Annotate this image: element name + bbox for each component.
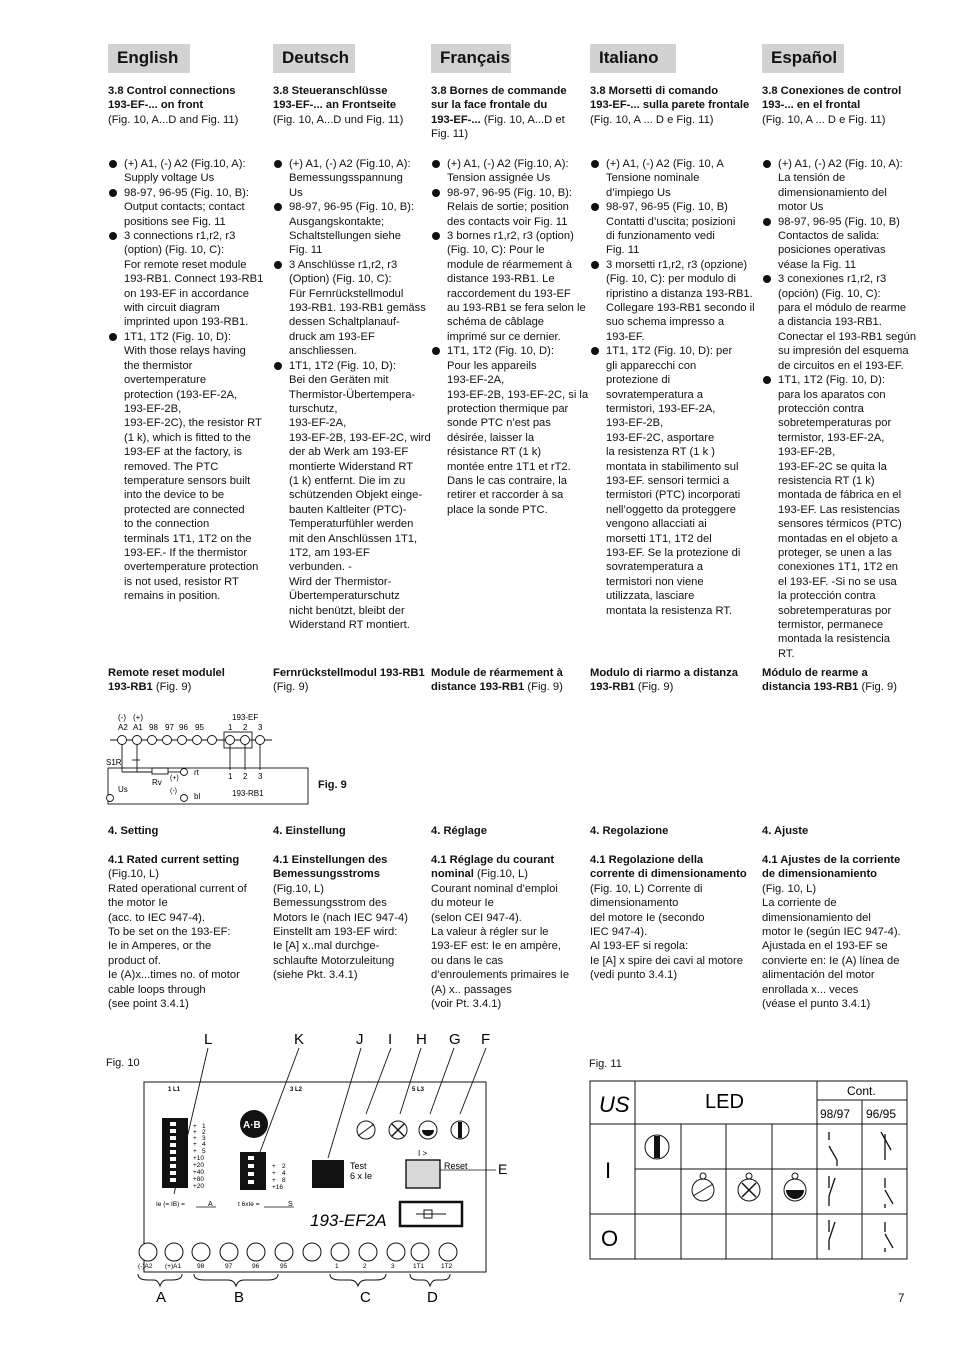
list-item: 1T1, 1T2 (Fig. 10, D): Pour les appareils 193-EF-2A, 193-EF-2B, 193-EF-2C, si la protection thermique par sonde PTC n’est pas désirée, laisser la résistance RT (1 k) montée entre 1T1 et rT2. Dans le cas contraire, la retirer et raccorder à sa place la sonde PTC. <box>431 344 596 517</box>
connection-list <box>273 157 433 632</box>
list-item: 98-97, 96-95 (Fig. 10, B): Output contacts; contact positions see Fig. 11 <box>108 186 268 229</box>
lang-header-deutsch: Deutsch <box>273 44 355 73</box>
svg-text:A·B: A·B <box>243 1120 261 1131</box>
fig10-device-diagram <box>104 1026 524 1306</box>
section-title: 3.8 Morsetti di comando 193-EF-... sulla parete frontale (Fig. 10, A ... D e Fig. 11) <box>590 85 750 126</box>
lang-header-francais: Français <box>431 44 511 73</box>
fig11-cont: Cont. <box>847 1084 876 1098</box>
fig11-label: Fig. 11 <box>589 1058 622 1070</box>
fig9-rb1: 193-RB1 <box>232 789 264 798</box>
rated-current-text: 4.1 Regolazione della corrente di dimensionamento (Fig. 10, L) Corrente di dimensionamento del motore Ie (secondo IEC 947-4). Al 193-EF si regola: Ie [A] x spire dei cavi al motore (vedi punto 3.4.1) <box>590 854 747 982</box>
fig10-letter: G <box>449 1031 461 1048</box>
svg-text:+40: +40 <box>193 1169 205 1176</box>
list-item: (+) A1, (-) A2 (Fig.10, A): Bemessungsspannung Us <box>273 157 433 200</box>
fig9-label: Fig. 9 <box>318 779 347 791</box>
svg-text:+80: +80 <box>193 1176 205 1183</box>
fig10-letter: F <box>481 1031 491 1048</box>
fig10-reset-label: Reset <box>444 1161 468 1171</box>
fig11-row-o: O <box>601 1226 619 1251</box>
svg-text:+: + <box>193 1148 197 1155</box>
fig11-col2: 96/95 <box>866 1107 897 1121</box>
svg-text:4: 4 <box>202 1141 206 1148</box>
remote-reset-title: Fernrückstellmodul 193-RB1 (Fig. 9) <box>273 667 425 694</box>
fig10-letter: K <box>294 1031 305 1048</box>
fig10-phase: 1 L1 <box>168 1087 181 1093</box>
setting-title: 4. Regolazione <box>590 825 669 837</box>
section-title: 3.8 Steueranschlüsse 193-EF-... an Frontseite (Fig. 10, A...D und Fig. 11) <box>273 85 404 126</box>
list-item: 98-97, 96-95 (Fig. 10, B): Ausgangskontakte; Schaltstellungen siehe Fig. 11 <box>273 200 433 258</box>
fig9-plus-label: (+) <box>133 713 143 722</box>
list-item: 98-97, 96-95 (Fig. 10, B) Contatti d’uscita; posizioni di funzionamento vedi Fig. 11 <box>590 200 758 258</box>
fig10-t-label: t 6xIe = <box>238 1201 260 1208</box>
fig9-s1r: S1R <box>106 758 122 767</box>
remote-reset-title: Remote reset modulel 193-RB1 (Fig. 9) <box>108 667 225 694</box>
svg-text:+: + <box>272 1163 276 1170</box>
setting-title: 4. Réglage <box>431 825 487 837</box>
svg-text:+20: +20 <box>193 1183 205 1190</box>
svg-text:97: 97 <box>225 1263 233 1270</box>
fig9-term: 3 <box>258 723 263 732</box>
rated-current-text: 4.1 Ajustes de la corriente de dimensionamiento (Fig. 10, L) La corriente de dimensionamiento del motor Ie (según IEC 947-4). Ajustada en el 193-EF se convierte en: Ie (A) línea de alimentación del motor enrollada x... veces (véase el punto 3.4.1) <box>762 854 901 1011</box>
remote-reset-title: Módulo de rearme a distancia 193-RB1 (Fig. 9) <box>762 667 897 694</box>
fig9-term: 96 <box>179 723 188 732</box>
fig9-rb-term: 1 <box>228 772 233 781</box>
fig9-us: Us <box>118 785 128 794</box>
svg-text:2: 2 <box>363 1263 367 1270</box>
fig10-letter: J <box>356 1031 364 1048</box>
connection-list <box>590 157 758 618</box>
remote-reset-title: Module de réarmement à distance 193-RB1 (Fig. 9) <box>431 667 563 694</box>
fig10-letter: H <box>416 1031 427 1048</box>
svg-text:A: A <box>208 1201 213 1208</box>
fig10-letter: I <box>388 1031 393 1048</box>
connection-list <box>431 157 596 517</box>
page-number: 7 <box>898 1293 905 1305</box>
fig9-plus: (+) <box>170 775 179 782</box>
rated-current-text: 4.1 Rated current setting (Fig.10, L) Rated operational current of the motor Ie (acc. to IEC 947-4). To be set on the 193-EF: Ie in Amperes, or the product of. Ie (A)x...times no. of motor cable loops through (see point 3.4.1) <box>108 854 247 1011</box>
svg-text:+: + <box>193 1141 197 1148</box>
svg-text:+: + <box>193 1135 197 1142</box>
fig10-letter: L <box>204 1031 213 1048</box>
svg-text:8: 8 <box>282 1177 286 1184</box>
section-title: 3.8 Control connections 193-EF-... on front (Fig. 10, A...D and Fig. 11) <box>108 85 239 126</box>
fig10-test-label: Test <box>350 1161 367 1171</box>
list-item: 3 Anschlüsse r1,r2, r3 (Option) (Fig. 10, C): Für Fernrückstellmodul 193-RB1. 193-RB1 gemäss dessen Schaltplanauf- druck am 193-EF anschliessen. <box>273 258 433 359</box>
fig10-letter: D <box>427 1289 438 1306</box>
fig10-reset-symbol: I > <box>418 1149 428 1158</box>
setting-title: 4. Setting <box>108 825 159 837</box>
fig9-wiring-diagram <box>104 708 364 808</box>
fig11-led: LED <box>705 1091 744 1113</box>
list-item: 1T1, 1T2 (Fig. 10, D): With those relays having the thermistor overtemperature protection (193-EF-2A, 193-EF-2B, 193-EF-2C), the resistor RT (1 k), which is fitted to the 193-EF at the factory, is removed. The PTC temperature sensors built into the device to be protected are connected to the connection terminals 1T1, 1T2 on the 193-EF.- If the thermistor overtemperature protection is not used, resistor RT remains in position. <box>108 330 268 604</box>
fig9-ef-label: 193-EF <box>232 713 259 722</box>
fig10-test2-label: 6 x Ie <box>350 1171 373 1181</box>
fig11-led-table <box>589 1080 909 1262</box>
svg-text:96: 96 <box>252 1263 260 1270</box>
list-item: 3 conexiones r1,r2, r3 (opción) (Fig. 10, C): para el módulo de rearme a distancia 193-RB1. Conectar el 193-RB1 según su impresión del esquema de circuitos en el 193-EF. <box>762 272 927 373</box>
svg-text:+16: +16 <box>272 1184 284 1191</box>
test-button <box>312 1160 344 1188</box>
fig9-rb-term: 2 <box>243 772 248 781</box>
svg-text:+: + <box>193 1123 197 1130</box>
svg-text:3: 3 <box>202 1135 206 1142</box>
list-item: 1T1, 1T2 (Fig. 10, D): Bei den Geräten mit Thermistor-Übertempera- turschutz, 193-EF-2A, 193-EF-2B, 193-EF-2C, wird der ab Werk am 193-EF montierte Widerstand RT (1 k) entfernt. Die im zu schützenden Objekt einge- bauten Kaltleiter (PTC)- Temperaturfühler werden mit den Anschlüssen 1T1, 1T2, am 193-EF verbunden. - Wird der Thermistor- Übertemperaturschutz nicht benützt, bleibt der Widerstand RT montiert. <box>273 359 433 633</box>
list-item: 98-97, 96-95 (Fig. 10, B): Relais de sortie; position des contacts voir Fig. 11 <box>431 186 596 229</box>
fig9-rt: rt <box>194 768 199 777</box>
section-title: 3.8 Bornes de commande sur la face frontale du 193-EF-... (Fig. 10, A...D et Fig. 11) <box>431 85 567 141</box>
fig10-letter: C <box>360 1289 371 1306</box>
fig9-term: A2 <box>118 723 128 732</box>
svg-text:1T1: 1T1 <box>413 1263 425 1270</box>
fig11-col1: 98/97 <box>820 1107 851 1121</box>
svg-text:95: 95 <box>280 1263 288 1270</box>
svg-text:+: + <box>193 1129 197 1136</box>
fig11-row-i: I <box>605 1158 612 1183</box>
fig9-term: A1 <box>133 723 143 732</box>
fig10-phase: 3 L2 <box>290 1087 303 1093</box>
svg-text:+: + <box>272 1177 276 1184</box>
setting-title: 4. Einstellung <box>273 825 346 837</box>
setting-title: 4. Ajuste <box>762 825 809 837</box>
fig10-phase: 5 L3 <box>412 1087 425 1093</box>
list-item: (+) A1, (-) A2 (Fig.10, A): Tension assignée Us <box>431 157 596 186</box>
fig10-label: Fig. 10 <box>106 1057 140 1069</box>
lang-header-english: English <box>108 44 190 73</box>
svg-text:5: 5 <box>202 1148 206 1155</box>
list-item: 3 morsetti r1,r2, r3 (opzione) (Fig. 10, C): per modulo di ripristino a distanza 193-RB1. Collegare 193-RB1 secondo il suo schema impresso a 193-EF. <box>590 258 758 344</box>
fig9-term: 1 <box>228 723 233 732</box>
svg-text:2: 2 <box>202 1129 206 1136</box>
list-item: 3 connections r1,r2, r3 (option) (Fig. 10, C): For remote reset module 193-RB1. Connect 193-RB1 on 193-EF in accordance with circuit diagram imprinted upon 193-RB1. <box>108 229 268 330</box>
list-item: (+) A1, (-) A2 (Fig. 10, A Tensione nominale d’impiego Us <box>590 157 758 200</box>
list-item: (+) A1, (-) A2 (Fig.10, A): Supply voltage Us <box>108 157 268 186</box>
svg-text:2: 2 <box>282 1163 286 1170</box>
fig9-rb-term: 3 <box>258 772 263 781</box>
rated-current-text: 4.1 Einstellungen des Bemessungsstroms (Fig.10, L) Bemessungsstrom des Motors Ie (nach IEC 947-4) Einstellt am 193-EF wird: Ie [A] x..mal durchge- schlaufte Motorzuleitung (siehe Pkt. 3.4.1) <box>273 854 408 982</box>
fig10-model: 193-EF2A <box>310 1211 387 1230</box>
svg-text:+20: +20 <box>193 1162 205 1169</box>
fig10-ie-label: Ie (= IB) = <box>156 1201 185 1208</box>
svg-text:98: 98 <box>197 1263 205 1270</box>
list-item: (+) A1, (-) A2 (Fig. 10, A): La tensión de dimensionamiento del motor Us <box>762 157 927 215</box>
connection-list <box>762 157 927 661</box>
svg-text:(-)A2: (-)A2 <box>138 1263 153 1270</box>
fig9-term: 98 <box>149 723 158 732</box>
fig10-letter-e: E <box>498 1161 508 1177</box>
svg-text:1: 1 <box>202 1123 206 1130</box>
lang-header-italiano: Italiano <box>590 44 676 73</box>
connection-list <box>108 157 268 604</box>
fig9-term: 2 <box>243 723 248 732</box>
svg-text:1T2: 1T2 <box>441 1263 453 1270</box>
section-title: 3.8 Conexiones de control 193-... en el frontal (Fig. 10, A ... D e Fig. 11) <box>762 85 902 126</box>
svg-text:+: + <box>272 1170 276 1177</box>
list-item: 98-97, 96-95 (Fig. 10, B) Contactos de salida: posiciones operativas véase la Fig. 11 <box>762 215 927 273</box>
svg-text:+10: +10 <box>193 1155 205 1162</box>
fig9-term: 95 <box>195 723 204 732</box>
svg-text:3: 3 <box>391 1263 395 1270</box>
lang-header-espanol: Español <box>762 44 844 73</box>
fig9-bl: bl <box>194 792 201 801</box>
fig9-rv: Rv <box>152 778 162 787</box>
fig11-us: US <box>599 1092 630 1117</box>
svg-text:S: S <box>288 1201 293 1208</box>
list-item: 1T1, 1T2 (Fig. 10, D): para los aparatos con protección contra sobretemperaturas por termistor, 193-EF-2A, 193-EF-2B, 193-EF-2C se quita la resistencia RT (1 k) montada de fábrica en el 193-EF. Las resistencias sensores térmicos (PTC) montadas en el objeto a proteger, se unen a las conexiones 1T1, 1T2 en el 193-EF. -Si no se usa la protección contra sobretemperaturas por termistor, permanece montada la resistencia RT. <box>762 373 927 661</box>
fig10-letter: B <box>234 1289 245 1306</box>
list-item: 1T1, 1T2 (Fig. 10, D): per gli apparecchi con protezione di sovratemperatura a termistori, 193-EF-2A, 193-EF-2B, 193-EF-2C, asportare la resistenza RT (1 k ) montata in stabilimento sul 193-EF. sensori termici a termistori (PTC) incorporati nell’oggetto da proteggere vengono allacciati ai morsetti 1T1, 1T2 del 193-EF. Se la protezione di sovratemperatura a termistori non viene utilizzata, lasciare montata la resistenza RT. <box>590 344 758 618</box>
remote-reset-title: Modulo di riarmo a distanza 193-RB1 (Fig. 9) <box>590 667 738 694</box>
svg-text:1: 1 <box>335 1263 339 1270</box>
svg-text:4: 4 <box>282 1170 286 1177</box>
list-item: 3 bornes r1,r2, r3 (option) (Fig. 10, C): Pour le module de réarmement à distance 193-RB1. Le raccordement du 193-EF au 193-RB1 se fera selon le schéma de câblage imprimé sur ce dernier. <box>431 229 596 344</box>
fig10-letter: A <box>156 1289 167 1306</box>
rated-current-text: 4.1 Réglage du courant nominal (Fig.10, L) Courant nominal d’emploi du moteur Ie (selon CEI 947-4). La valeur à régler sur le 193-EF est: Ie en ampère, ou dans le cas d’enroulements primaires Ie (A) x.. passages (voir Pt. 3.4.1) <box>431 854 570 1011</box>
fig9-term: 97 <box>165 723 174 732</box>
fig9-minus-label: (-) <box>118 713 126 722</box>
fig9-minus: (-) <box>170 788 177 795</box>
reset-button <box>406 1160 440 1188</box>
svg-text:(+)A1: (+)A1 <box>165 1263 182 1270</box>
